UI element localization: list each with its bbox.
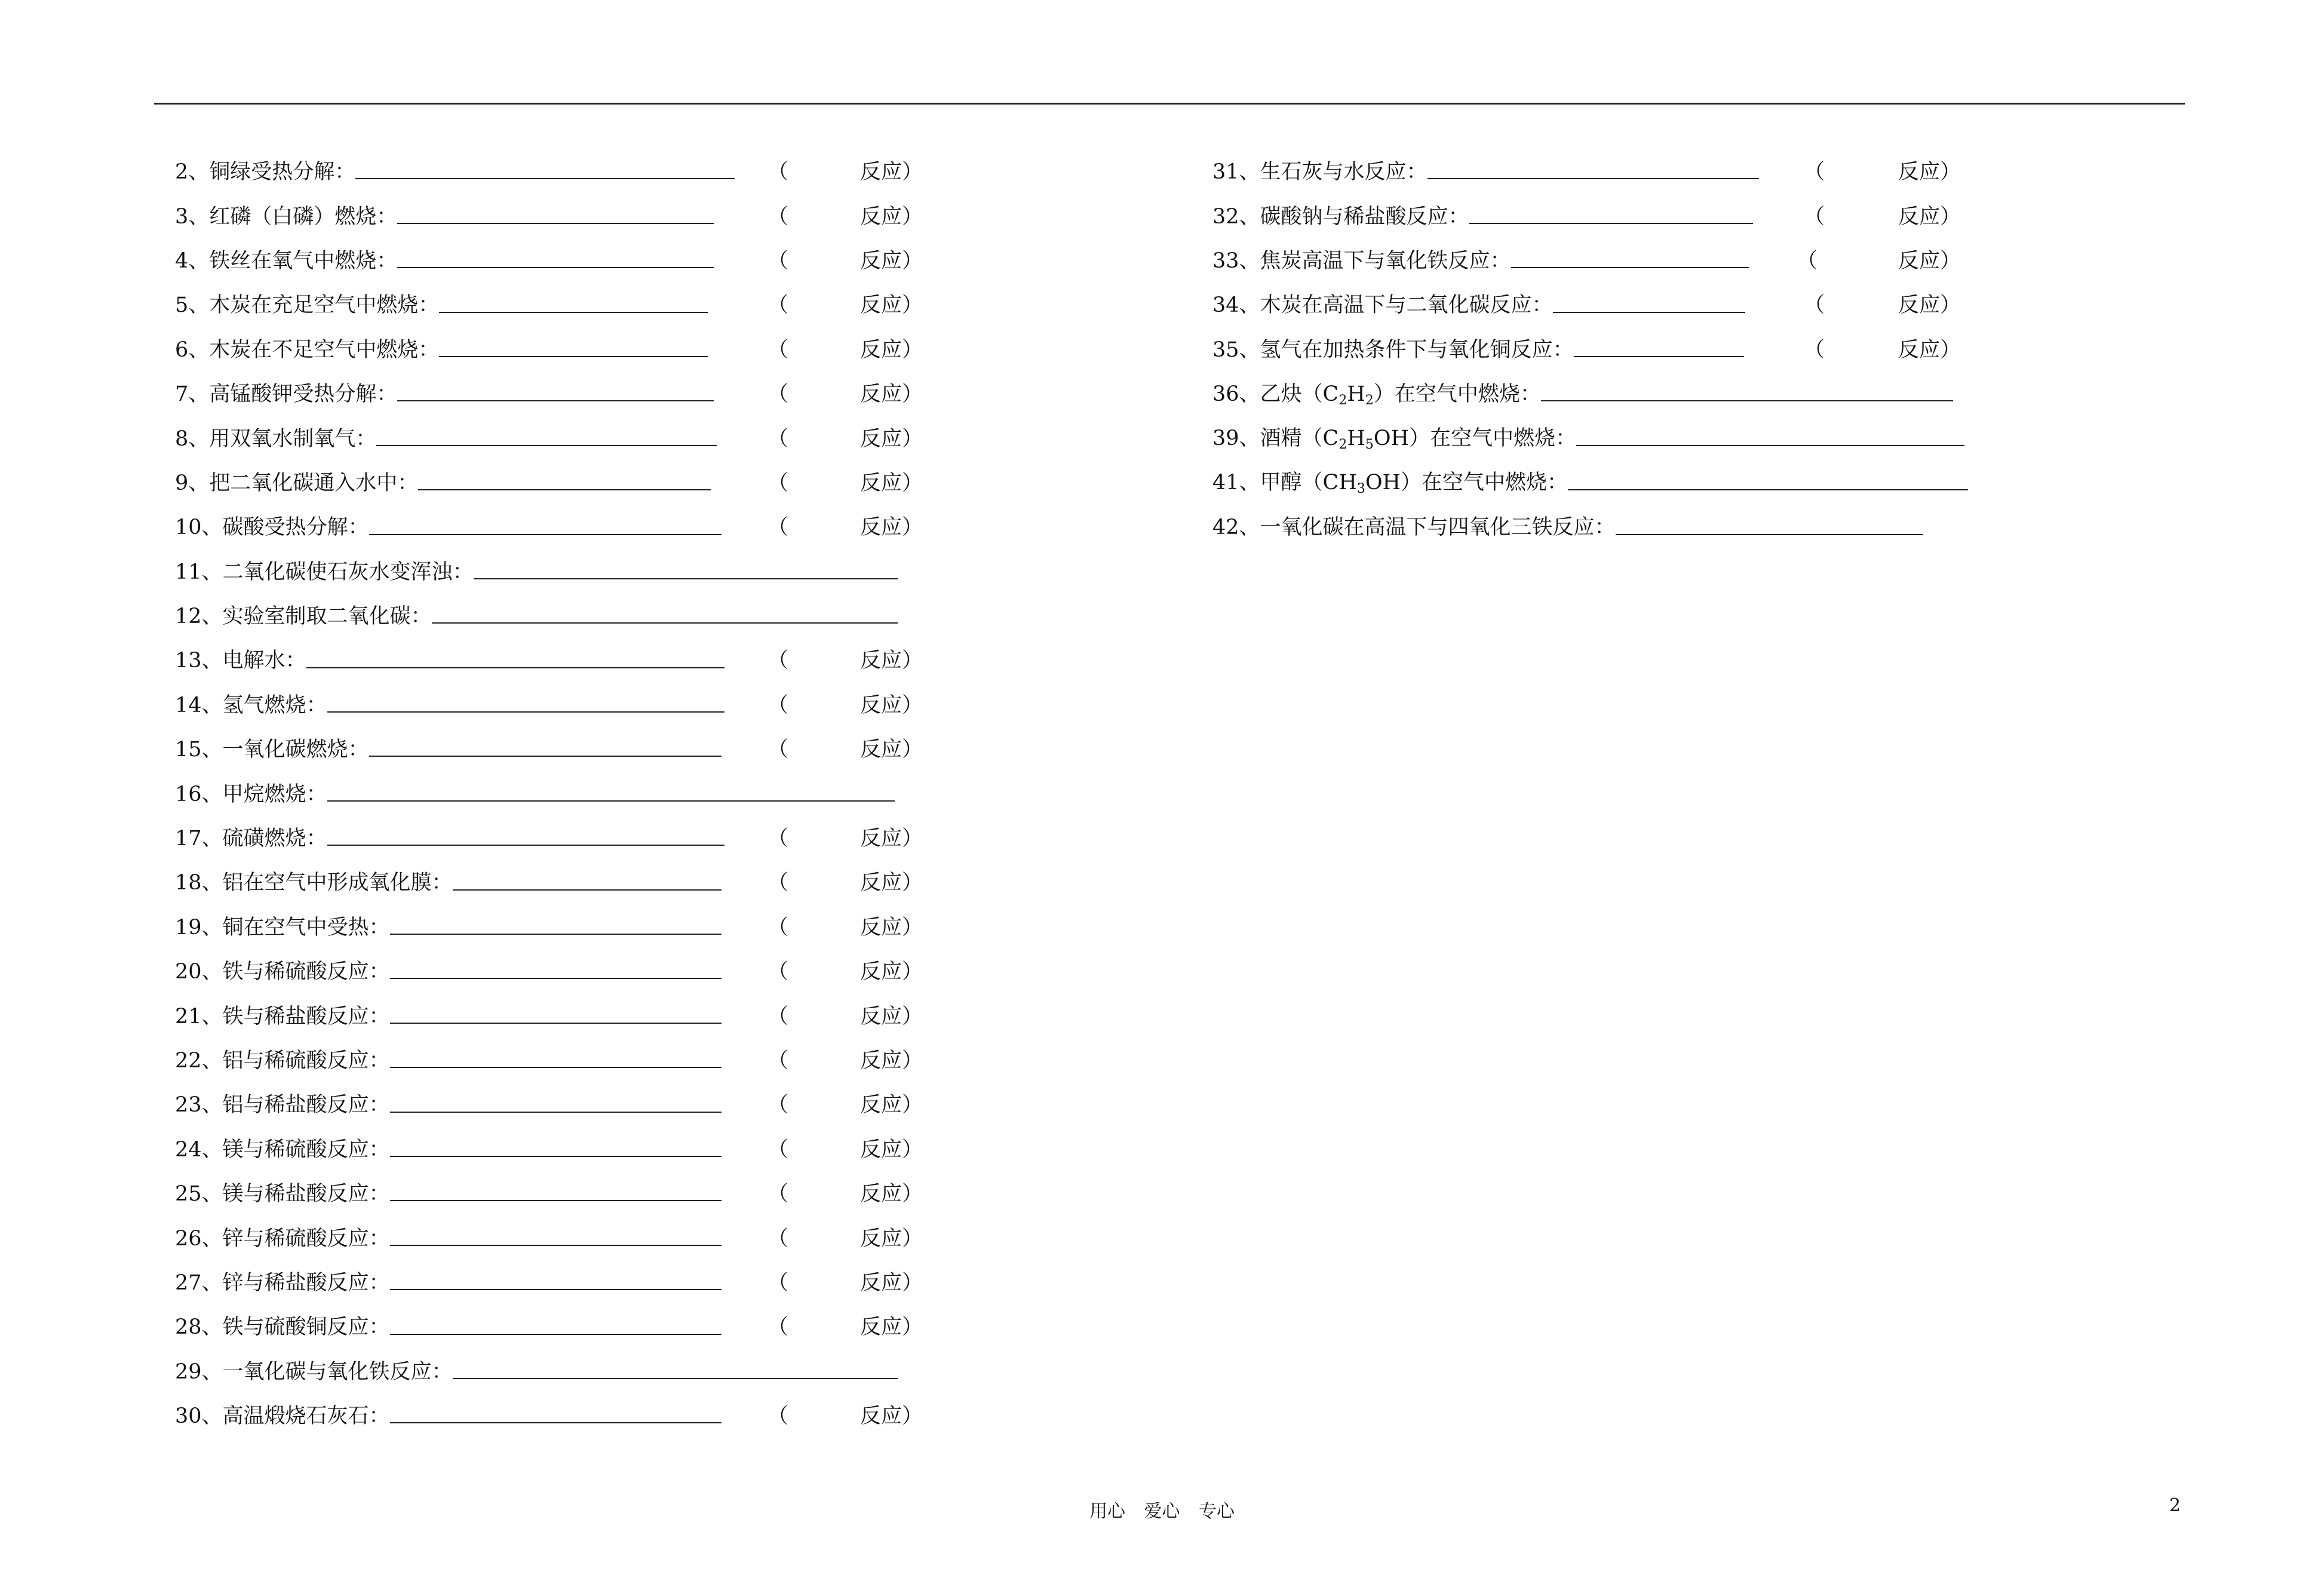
question-row bbox=[175, 237, 957, 281]
reaction-type-label: 反应） bbox=[1898, 204, 1961, 229]
answer-blank[interactable] bbox=[390, 1023, 722, 1024]
answer-blank[interactable] bbox=[306, 667, 724, 668]
reaction-type-label: 反应） bbox=[860, 960, 923, 984]
answer-blank[interactable] bbox=[369, 534, 722, 535]
paren-open: （ bbox=[767, 693, 789, 717]
paren-open: （ bbox=[1797, 248, 1818, 273]
subscript: 3 bbox=[1356, 481, 1365, 497]
page-number: 2 bbox=[2169, 1495, 2181, 1516]
question-row bbox=[175, 148, 957, 192]
question-label: 15、一氧化碳燃烧： bbox=[175, 738, 369, 762]
header-rule bbox=[154, 103, 2185, 105]
subscript: 5 bbox=[1365, 437, 1374, 453]
question-row bbox=[175, 1170, 957, 1214]
subscript: 2 bbox=[1338, 437, 1347, 453]
question-row bbox=[175, 1081, 957, 1125]
question-row bbox=[175, 504, 957, 548]
answer-blank[interactable] bbox=[390, 978, 722, 979]
question-row bbox=[175, 904, 957, 948]
reaction-type-label: 反应） bbox=[860, 1182, 923, 1207]
answer-blank[interactable] bbox=[327, 711, 724, 713]
question-row bbox=[175, 948, 957, 992]
question-label: 12、实验室制取二氧化碳： bbox=[175, 604, 432, 629]
question-label: 33、焦炭高温下与氧化铁反应： bbox=[1212, 248, 1511, 273]
question-label bbox=[1212, 422, 1576, 452]
question-row bbox=[175, 1259, 957, 1303]
paren-open: （ bbox=[767, 515, 789, 540]
question-label: 10、碳酸受热分解： bbox=[175, 515, 369, 540]
paren-open: （ bbox=[767, 1137, 789, 1162]
reaction-type-label: 反应） bbox=[860, 649, 923, 673]
question-row bbox=[175, 859, 957, 903]
question-label: 31、生石灰与水反应： bbox=[1212, 160, 1427, 185]
question-label: 19、铜在空气中受热： bbox=[175, 915, 390, 940]
question-label: 3、红磷（白磷）燃烧： bbox=[175, 204, 398, 229]
question-label: 4、铁丝在氧气中燃烧： bbox=[175, 248, 398, 273]
question-label: 6、木炭在不足空气中燃烧： bbox=[175, 337, 440, 362]
question-label: 8、用双氧水制氧气： bbox=[175, 426, 377, 451]
right-question-column bbox=[1212, 148, 2001, 548]
reaction-type-label: 反应） bbox=[860, 1049, 923, 1073]
question-label: 25、镁与稀盐酸反应： bbox=[175, 1182, 390, 1207]
answer-blank[interactable] bbox=[390, 1200, 722, 1201]
question-label: 9、把二氧化碳通入水中： bbox=[175, 471, 419, 495]
answer-blank[interactable] bbox=[1568, 489, 1968, 490]
answer-blank[interactable] bbox=[1427, 178, 1759, 179]
paren-open: （ bbox=[767, 471, 789, 495]
question-row bbox=[175, 1214, 957, 1259]
reaction-type-label: 反应） bbox=[1898, 248, 1961, 273]
label-text: H bbox=[1347, 426, 1365, 451]
question-row bbox=[175, 370, 957, 415]
paren-open: （ bbox=[767, 382, 789, 407]
question-row bbox=[1212, 281, 2001, 326]
label-text: ）在空气中燃烧： bbox=[1373, 382, 1541, 406]
paren-open: （ bbox=[767, 204, 789, 229]
question-row bbox=[175, 415, 957, 459]
paren-open: （ bbox=[767, 1315, 789, 1340]
answer-blank[interactable] bbox=[327, 800, 895, 802]
reaction-type-label: 反应） bbox=[860, 160, 923, 185]
paren-open: （ bbox=[1804, 160, 1825, 185]
paren-open: （ bbox=[767, 738, 789, 762]
question-label bbox=[1212, 377, 1541, 408]
answer-blank[interactable] bbox=[369, 756, 722, 757]
left-question-column bbox=[175, 148, 957, 1436]
reaction-type-label: 反应） bbox=[1898, 293, 1961, 318]
question-row bbox=[1212, 237, 2001, 281]
reaction-type-label: 反应） bbox=[860, 426, 923, 451]
question-row bbox=[175, 1126, 957, 1170]
question-row bbox=[175, 326, 957, 370]
reaction-type-label: 反应） bbox=[860, 693, 923, 717]
paren-open: （ bbox=[767, 649, 789, 673]
question-label: 28、铁与硫酸铜反应： bbox=[175, 1315, 390, 1340]
paren-open: （ bbox=[767, 1270, 789, 1295]
reaction-type-label: 反应） bbox=[860, 738, 923, 762]
question-row bbox=[175, 1037, 957, 1081]
reaction-type-label: 反应） bbox=[860, 827, 923, 851]
reaction-type-label: 反应） bbox=[860, 1226, 923, 1251]
reaction-type-label: 反应） bbox=[860, 1004, 923, 1029]
reaction-type-label: 反应） bbox=[860, 1270, 923, 1295]
answer-blank[interactable] bbox=[397, 223, 714, 224]
answer-blank[interactable] bbox=[432, 622, 898, 624]
question-label: 35、氢气在加热条件下与氧化铜反应： bbox=[1212, 337, 1574, 362]
question-label: 42、一氧化碳在高温下与四氧化三铁反应： bbox=[1212, 515, 1616, 540]
reaction-type-label: 反应） bbox=[860, 515, 923, 540]
question-label bbox=[1212, 466, 1568, 496]
reaction-type-label: 反应） bbox=[860, 1093, 923, 1118]
question-row bbox=[175, 1392, 957, 1436]
paren-open: （ bbox=[767, 293, 789, 318]
question-label: 16、甲烷燃烧： bbox=[175, 782, 327, 806]
answer-blank[interactable] bbox=[390, 1245, 722, 1246]
paren-open: （ bbox=[767, 915, 789, 940]
question-label: 14、氢气燃烧： bbox=[175, 693, 327, 717]
answer-blank[interactable] bbox=[1511, 267, 1749, 268]
answer-blank[interactable] bbox=[390, 1156, 722, 1157]
reaction-type-label: 反应） bbox=[860, 204, 923, 229]
answer-blank[interactable] bbox=[1553, 312, 1745, 313]
answer-blank[interactable] bbox=[390, 1067, 722, 1068]
question-label: 17、硫磺燃烧： bbox=[175, 827, 327, 851]
answer-blank[interactable] bbox=[390, 1112, 722, 1113]
question-row bbox=[1212, 415, 2001, 459]
answer-blank[interactable] bbox=[355, 178, 735, 179]
question-label: 18、铝在空气中形成氧化膜： bbox=[175, 871, 453, 895]
answer-blank[interactable] bbox=[397, 267, 714, 268]
answer-blank[interactable] bbox=[1574, 356, 1744, 357]
answer-blank[interactable] bbox=[439, 356, 708, 357]
paren-open: （ bbox=[767, 1004, 789, 1029]
answer-blank[interactable] bbox=[453, 1378, 898, 1379]
reaction-type-label: 反应） bbox=[860, 871, 923, 895]
reaction-type-label: 反应） bbox=[860, 471, 923, 495]
question-row bbox=[1212, 370, 2001, 415]
answer-blank[interactable] bbox=[418, 489, 711, 490]
reaction-type-label: 反应） bbox=[860, 337, 923, 362]
paren-open: （ bbox=[767, 1049, 789, 1073]
question-row bbox=[175, 281, 957, 326]
reaction-type-label: 反应） bbox=[1898, 337, 1961, 362]
question-row bbox=[175, 815, 957, 859]
question-label: 34、木炭在高温下与二氧化碳反应： bbox=[1212, 293, 1553, 318]
reaction-type-label: 反应） bbox=[860, 382, 923, 407]
question-label: 32、碳酸钠与稀盐酸反应： bbox=[1212, 204, 1469, 229]
question-label: 22、铝与稀硫酸反应： bbox=[175, 1049, 390, 1073]
question-label: 23、铝与稀盐酸反应： bbox=[175, 1093, 390, 1118]
reaction-type-label: 反应） bbox=[860, 248, 923, 273]
reaction-type-label: 反应） bbox=[860, 1137, 923, 1162]
answer-blank[interactable] bbox=[397, 400, 714, 401]
question-row bbox=[175, 992, 957, 1036]
paren-open: （ bbox=[767, 960, 789, 984]
answer-blank[interactable] bbox=[453, 889, 722, 891]
question-label: 24、镁与稀硫酸反应： bbox=[175, 1137, 390, 1162]
question-label: 20、铁与稀硫酸反应： bbox=[175, 960, 390, 984]
reaction-type-label: 反应） bbox=[860, 293, 923, 318]
answer-blank[interactable] bbox=[1576, 445, 1964, 446]
paren-open: （ bbox=[767, 248, 789, 273]
answer-blank[interactable] bbox=[390, 1334, 722, 1335]
label-text: OH）在空气中燃烧： bbox=[1365, 471, 1568, 495]
question-row bbox=[175, 1303, 957, 1347]
answer-blank[interactable] bbox=[390, 1289, 722, 1290]
label-text: 39、酒精（C bbox=[1212, 426, 1339, 451]
question-row bbox=[175, 726, 957, 770]
reaction-type-label: 反应） bbox=[1898, 160, 1961, 185]
paren-open: （ bbox=[767, 1404, 789, 1429]
question-label: 29、一氧化碳与氧化铁反应： bbox=[175, 1359, 453, 1384]
question-label: 11、二氧化碳使石灰水变浑浊： bbox=[175, 560, 474, 584]
reaction-type-label: 反应） bbox=[860, 1315, 923, 1340]
subscript: 2 bbox=[1365, 392, 1374, 408]
paren-open: （ bbox=[767, 1226, 789, 1251]
subscript: 2 bbox=[1338, 392, 1347, 408]
question-label: 5、木炭在充足空气中燃烧： bbox=[175, 293, 440, 318]
label-text: 36、乙炔（C bbox=[1212, 382, 1339, 406]
answer-blank[interactable] bbox=[439, 312, 708, 313]
footer-motto: 用心 爱心 专心 bbox=[1089, 1501, 1235, 1522]
paren-open: （ bbox=[1804, 293, 1825, 318]
label-text: 41、甲醇（CH bbox=[1212, 471, 1357, 495]
paren-open: （ bbox=[767, 871, 789, 895]
answer-blank[interactable] bbox=[327, 845, 724, 846]
question-row bbox=[175, 192, 957, 237]
question-row bbox=[175, 1348, 957, 1392]
answer-blank[interactable] bbox=[1616, 534, 1923, 535]
paren-open: （ bbox=[767, 160, 789, 185]
reaction-type-label: 反应） bbox=[860, 915, 923, 940]
answer-blank[interactable] bbox=[390, 1422, 722, 1423]
question-label: 27、锌与稀盐酸反应： bbox=[175, 1270, 390, 1295]
question-row bbox=[1212, 459, 2001, 504]
answer-blank[interactable] bbox=[1541, 400, 1953, 401]
paren-open: （ bbox=[767, 827, 789, 851]
question-label: 26、锌与稀硫酸反应： bbox=[175, 1226, 390, 1251]
question-row bbox=[1212, 326, 2001, 370]
paren-open: （ bbox=[1804, 204, 1825, 229]
question-label: 2、铜绿受热分解： bbox=[175, 160, 356, 185]
question-row bbox=[175, 637, 957, 681]
question-row bbox=[175, 770, 957, 814]
paren-open: （ bbox=[767, 337, 789, 362]
question-row bbox=[1212, 148, 2001, 192]
answer-blank[interactable] bbox=[390, 934, 722, 935]
question-row bbox=[1212, 504, 2001, 548]
paren-open: （ bbox=[767, 426, 789, 451]
question-row bbox=[175, 682, 957, 726]
paren-open: （ bbox=[1804, 337, 1825, 362]
answer-blank[interactable] bbox=[376, 445, 717, 446]
reaction-type-label: 反应） bbox=[860, 1404, 923, 1429]
paren-open: （ bbox=[767, 1093, 789, 1118]
question-label: 21、铁与稀盐酸反应： bbox=[175, 1004, 390, 1029]
label-text: H bbox=[1347, 382, 1365, 406]
question-label: 7、高锰酸钾受热分解： bbox=[175, 382, 398, 407]
label-text: OH）在空气中燃烧： bbox=[1373, 426, 1577, 451]
answer-blank[interactable] bbox=[474, 578, 898, 579]
answer-blank[interactable] bbox=[1469, 223, 1753, 224]
question-label: 13、电解水： bbox=[175, 649, 306, 673]
question-label: 30、高温煅烧石灰石： bbox=[175, 1404, 390, 1429]
question-row bbox=[1212, 192, 2001, 237]
question-row bbox=[175, 593, 957, 637]
question-row bbox=[175, 548, 957, 593]
question-row bbox=[175, 459, 957, 504]
paren-open: （ bbox=[767, 1182, 789, 1207]
